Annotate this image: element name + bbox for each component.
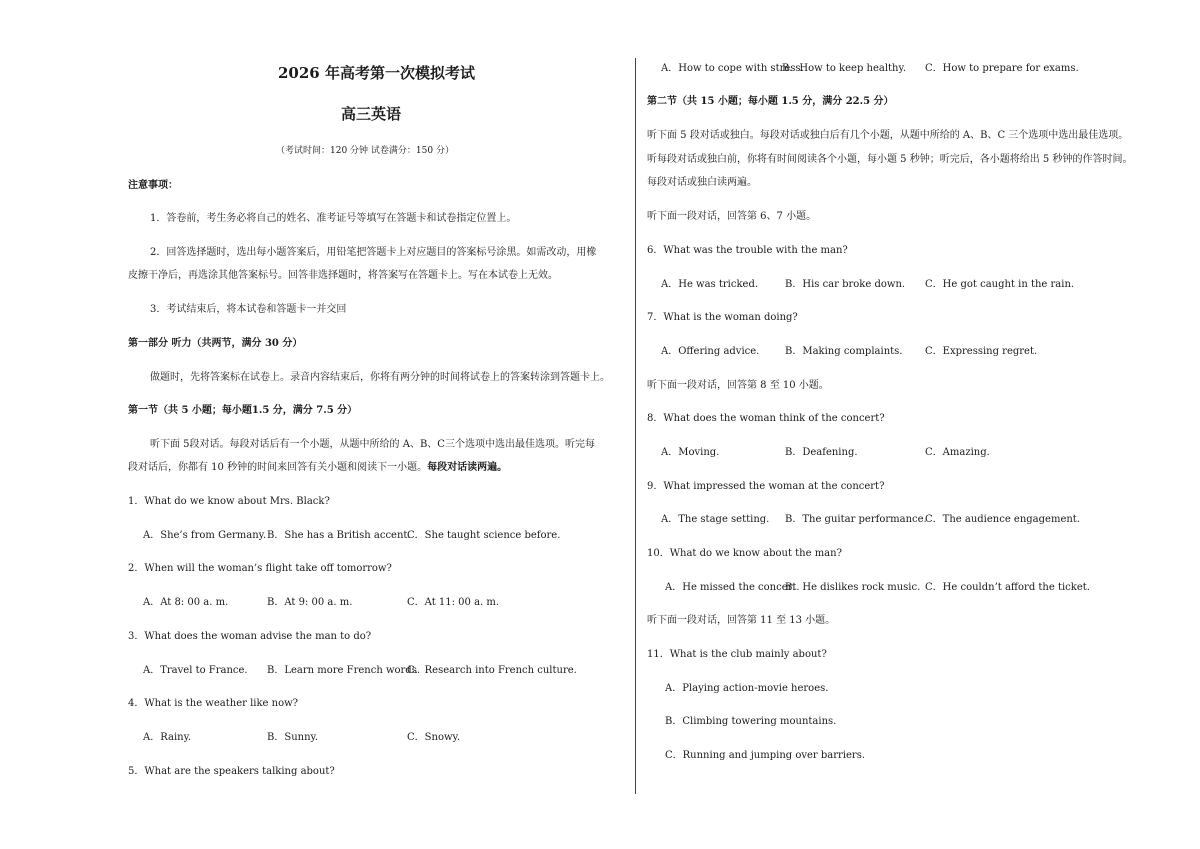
question-1-option-c: C．She taught science before. [407,530,561,541]
question-3-option-a: A．Travel to France. [143,665,248,676]
section1-instruction-text: 段对话后，你都有 10 秒钟的时间来回答有关小题和阅读下一小题。 [128,462,428,473]
section1-instruction-line-1: 听下面 5段对话。每段对话后有一个小题，从题中所给的 A、B、C三个选项中选出最佳选项。听完每 [150,439,595,450]
question-5: 5．What are the speakers talking about? [128,766,335,777]
question-7-option-b: B．Making complaints. [785,346,903,357]
question-3: 3．What does the woman advise the man to do? [128,631,372,642]
question-9: 9．What impressed the woman at the concert? [647,481,885,492]
question-1: 1．What do we know about Mrs. Black? [128,496,330,507]
section1-instruction-emphasis: 每段对话读两遍。 [427,462,508,473]
notice-item-1: 1．答卷前，考生务必将自己的姓名、准考证号等填写在答题卡和试卷指定位置上。 [150,213,517,224]
exam-subtitle: 高三英语 [341,105,402,123]
question-8-option-c: C．Amazing. [925,447,990,458]
question-2-option-b: B．At 9: 00 a. m. [267,597,353,608]
dialogue-lead-6-7: 听下面一段对话，回答第 6、7 小题。 [647,211,817,222]
section2-heading: 第二节（共 15 小题；每小题 1.5 分，满分 22.5 分） [647,96,894,107]
question-4-option-c: C．Snowy. [407,732,461,743]
question-7: 7．What is the woman doing? [647,312,798,323]
question-11-option-a: A．Playing action-movie heroes. [665,683,829,694]
question-6: 6．What was the trouble with the man? [647,245,848,256]
notice-item-3: 3．考试结束后，将本试卷和答题卡一并交回 [150,304,347,315]
question-2: 2．When will the woman’s flight take off tomorrow? [128,563,392,574]
question-8-option-a: A．Moving. [661,447,720,458]
question-10-option-b: B．He dislikes rock music. [785,582,921,593]
exam-info: （考试时间：120 分钟 试卷满分：150 分） [276,146,454,156]
question-8-option-b: B．Deafening. [785,447,858,458]
question-10-option-a: A．He missed the concert. [665,582,800,593]
notice-item-2-line-1: 2．回答选择题时，选出每小题答案后，用铅笔把答题卡上对应题目的答案标号涂黑。如需改动，用橡 [150,247,597,258]
part1-heading: 第一部分 听力（共两节，满分 30 分） [128,338,303,349]
question-1-option-a: A．She’s from Germany. [143,530,267,541]
question-11-option-c: C．Running and jumping over barriers. [665,750,866,761]
question-7-option-c: C．Expressing regret. [925,346,1038,357]
question-8: 8．What does the woman think of the concert? [647,413,885,424]
notice-item-2-line-2: 皮擦干净后，再选涂其他答案标号。回答非选择题时，将答案写在答题卡上。写在本试卷上无效。 [128,270,558,281]
section1-heading: 第一节（共 5 小题；每小题1.5 分，满分 7.5 分） [128,405,358,416]
question-9-option-a: A．The stage setting. [661,514,770,525]
question-5-option-a: A．How to cope with stress. [661,63,804,74]
section1-instruction-line-2 [128,463,507,473]
dialogue-lead-11-13: 听下面一段对话，回答第 11 至 13 小题。 [647,615,836,626]
question-6-option-b: B．His car broke down. [785,279,906,290]
exam-title: 2026 年高考第一次模拟考试 [278,64,475,82]
question-3-option-b: B．Learn more French words. [267,665,421,676]
question-6-option-c: C．He got caught in the rain. [925,279,1075,290]
question-10-option-c: C．He couldn’t afford the ticket. [925,582,1090,593]
question-4-option-a: A．Rainy. [143,732,192,743]
question-7-option-a: A．Offering advice. [661,346,760,357]
part1-instruction: 做题时，先将答案标在试卷上。录音内容结束后，你将有两分钟的时间将试卷上的答案转涂到答题卡上。 [150,372,610,383]
question-9-option-b: B．The guitar performance. [785,514,927,525]
question-5-option-c: C．How to prepare for exams. [925,63,1079,74]
question-2-option-c: C．At 11: 00 a. m. [407,597,500,608]
section2-instruction-line-3: 每段对话或独白读两遍。 [647,177,757,188]
question-11: 11．What is the club mainly about? [647,649,827,660]
question-3-option-c: C．Research into French culture. [407,665,577,676]
section2-instruction-line-1: 听下面 5 段对话或独白。每段对话或独白后有几个小题，从题中所给的 A、B、C 三个选项中选出最佳选项。 [647,130,1129,141]
question-4: 4．What is the weather like now? [128,698,299,709]
question-6-option-a: A．He was tricked. [661,279,759,290]
question-10: 10．What do we know about the man? [647,548,842,559]
notice-heading: 注意事项： [128,180,178,191]
dialogue-lead-8-10: 听下面一段对话，回答第 8 至 10 小题。 [647,380,829,391]
question-11-option-b: B．Climbing towering mountains. [665,716,837,727]
question-9-option-c: C．The audience engagement. [925,514,1080,525]
question-2-option-a: A．At 8: 00 a. m. [143,597,229,608]
column-divider [635,58,636,794]
question-1-option-b: B．She has a British accent. [267,530,411,541]
question-5-option-b: B．How to keep healthy. [782,63,906,74]
section2-instruction-line-2: 听每段对话或独白前，你将有时间阅读各个小题，每小题 5 秒钟；听完后，各小题将给出 5 秒钟的作答时间。 [647,154,1133,165]
question-4-option-b: B．Sunny. [267,732,319,743]
